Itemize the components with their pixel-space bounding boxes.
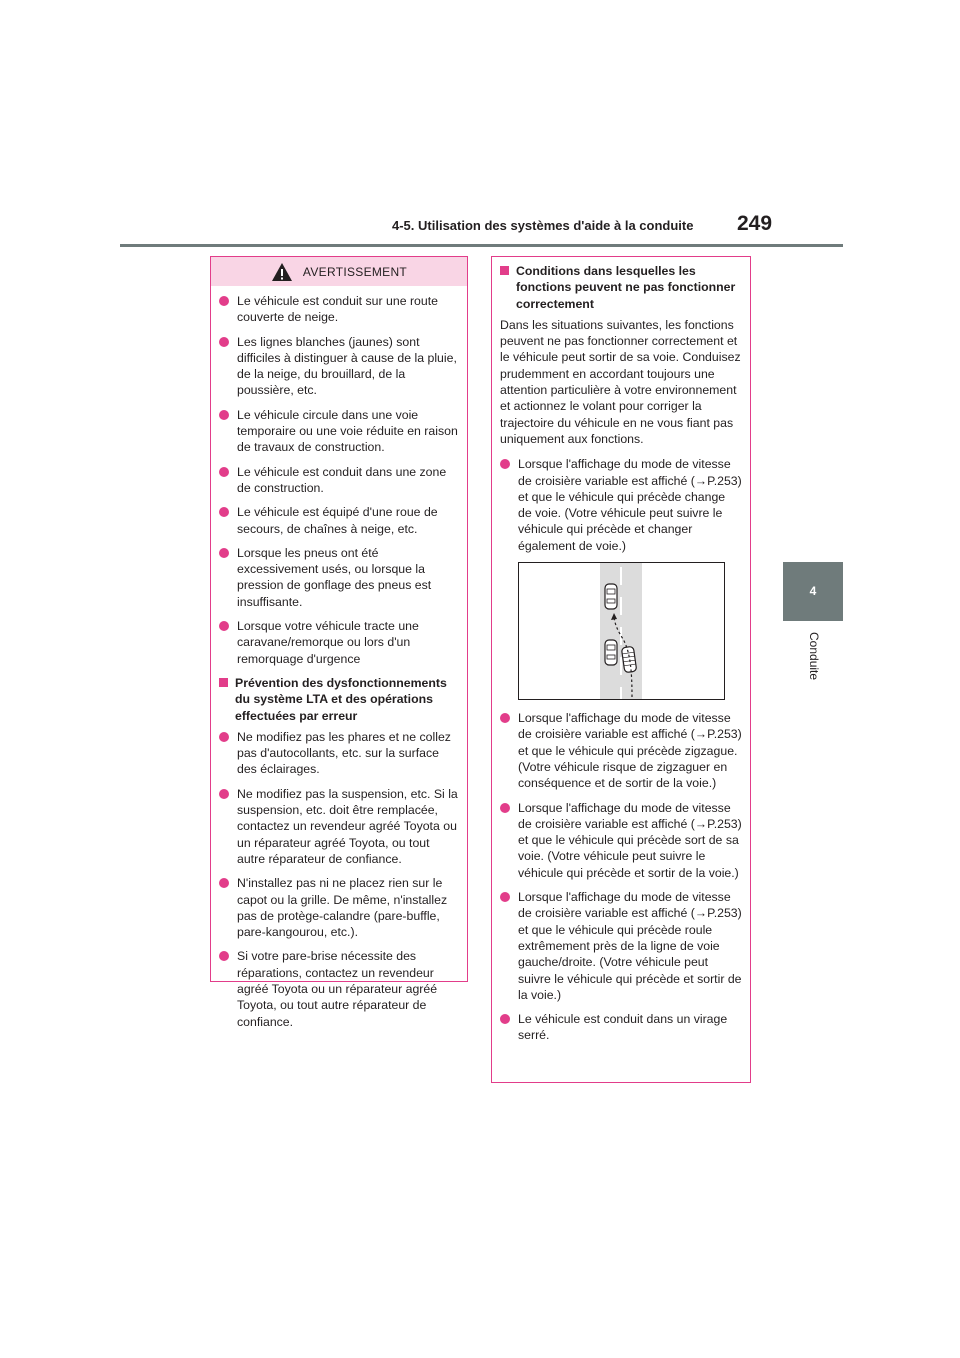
list-item — [219, 504, 459, 537]
list-item — [219, 618, 459, 667]
conditions-heading — [500, 263, 742, 312]
bullet-icon — [219, 732, 229, 742]
square-bullet-icon — [500, 266, 509, 275]
list-item-text: Le véhicule est conduit dans une zone de construction. — [237, 464, 447, 495]
list-item — [219, 464, 459, 497]
bullet-icon — [219, 951, 229, 961]
list-item-text: Les lignes blanches (jaunes) sont difficiles à distinguer à cause de la pluie, de la neige, du brouillard, de la poussière, etc. — [237, 334, 457, 398]
bullet-icon — [219, 878, 229, 888]
list-item-text: Lorsque l'affichage du mode de vitesse de croisière variable est affiché (→P.253) et que le véhicule qui précède roule extrêmement près de la ligne de voie gauche/droite. (Votre véhicule peut suivre le véhicule qui précède et sortir de la voie.) — [518, 890, 742, 1002]
lane-change-diagram — [518, 562, 725, 700]
conditions-intro: Dans les situations suivantes, les fonctions peuvent ne pas fonctionner correctement et le véhicule peut sortir de sa voie. Conduisez prudemment en accordant toujours une attention particulière à votre environnement et actionnez le volant pour corriger la trajectoire du véhicule en ne vous fiant pas uniquement aux fonctions. — [500, 317, 741, 446]
bullet-icon — [219, 296, 229, 306]
warning-title: AVERTISSEMENT — [302, 264, 408, 279]
chapter-tab — [783, 562, 843, 621]
list-item — [219, 293, 459, 326]
list-item — [500, 1011, 742, 1044]
chapter-label: Conduite — [807, 632, 821, 681]
page-number: 249 — [737, 212, 773, 235]
list-item — [219, 545, 459, 610]
list-item-text: Le véhicule est équipé d'une roue de secours, de chaînes à neige, etc. — [237, 505, 438, 536]
list-item-text: Lorsque les pneus ont été excessivement usés, ou lorsque la pression de gonflage des pneus est insuffisante. — [237, 545, 432, 609]
list-item-text: Si votre pare-brise nécessite des réparations, contactez un revendeur agréé Toyota ou un réparateur agréé Toyota, ou tout autre réparateur de confiance. — [237, 949, 438, 1029]
square-bullet-icon — [219, 678, 228, 687]
list-item — [219, 407, 459, 456]
list-item — [500, 800, 742, 881]
list-item — [500, 456, 742, 554]
list-item-text: Ne modifiez pas les phares et ne collez pas d'autocollants, etc. sur la surface des éclairages. — [237, 729, 451, 777]
list-item — [500, 889, 742, 1003]
conditions-box — [491, 256, 751, 1083]
bullet-icon — [219, 548, 229, 558]
chapter-number: 4 — [809, 584, 817, 598]
list-item — [500, 710, 742, 791]
list-item-text: Lorsque l'affichage du mode de vitesse de croisière variable est affiché (→P.253) et que le véhicule qui précède zigzague. (Votre véhicule risque de zigzaguer en conséquence et de sortir de la voie.) — [518, 711, 742, 791]
list-item-text: Le véhicule circule dans une voie temporaire ou une voie réduite en raison de travaux de construction. — [237, 407, 458, 455]
bullet-icon — [219, 621, 229, 631]
list-item-text: Le véhicule est conduit sur une route couverte de neige. — [237, 294, 438, 325]
own-car-left-icon — [605, 640, 617, 665]
list-item — [219, 729, 459, 778]
bullet-icon — [500, 459, 510, 469]
subsection-heading-text: Prévention des dysfonctionnements du système LTA et des opérations effectuées par erreur — [235, 675, 447, 723]
bullet-icon — [219, 410, 229, 420]
list-item — [219, 875, 459, 940]
bullet-icon — [219, 337, 229, 347]
bullet-icon — [500, 1014, 510, 1024]
subsection-heading — [219, 675, 459, 724]
bullet-icon — [500, 803, 510, 813]
list-item-text: Le véhicule est conduit dans un virage serré. — [518, 1012, 728, 1043]
list-item-text: Ne modifiez pas la suspension, etc. Si la suspension, etc. doit être remplacée, contactez un revendeur agréé Toyota ou un réparateur agréé Toyota, ou tout autre réparateur de confiance. — [237, 786, 458, 866]
list-item-text: N'installez pas ni ne placez rien sur le capot ou la grille. De même, n'installez pas de protège-calandre (pare-buffle, pare-kangourou, etc.). — [237, 876, 448, 940]
bullet-icon — [219, 789, 229, 799]
list-item-text: Lorsque l'affichage du mode de vitesse de croisière variable est affiché (→P.253) et que le véhicule qui précède change de voie. (Votre véhicule peut suivre le véhicule qui précède et changer également de voie.) — [518, 457, 742, 553]
list-item — [219, 334, 459, 399]
list-item — [219, 786, 459, 867]
list-item-text: Lorsque votre véhicule tracte une caravane/remorque ou lors d'un remorquage d'urgence — [237, 619, 419, 666]
header-divider — [120, 244, 843, 247]
bullet-icon — [500, 713, 510, 723]
list-item — [219, 948, 459, 1029]
bullet-icon — [219, 507, 229, 517]
warning-header — [211, 257, 467, 286]
list-item-text: Lorsque l'affichage du mode de vitesse de croisière variable est affiché (→P.253) et que le véhicule qui précède sort de sa voie. (Votre véhicule peut suivre le véhicule qui précède et sortir de la voie.) — [518, 800, 742, 880]
lead-car-icon — [605, 584, 617, 609]
section-title: 4-5. Utilisation des systèmes d'aide à la conduite — [392, 218, 694, 233]
warning-content — [211, 286, 467, 1030]
bullet-icon — [219, 467, 229, 477]
warning-box — [210, 256, 468, 1029]
warning-icon — [271, 262, 293, 282]
conditions-heading-text: Conditions dans lesquelles les fonctions peuvent ne pas fonctionner correctement — [516, 264, 736, 311]
bullet-icon — [500, 892, 510, 902]
